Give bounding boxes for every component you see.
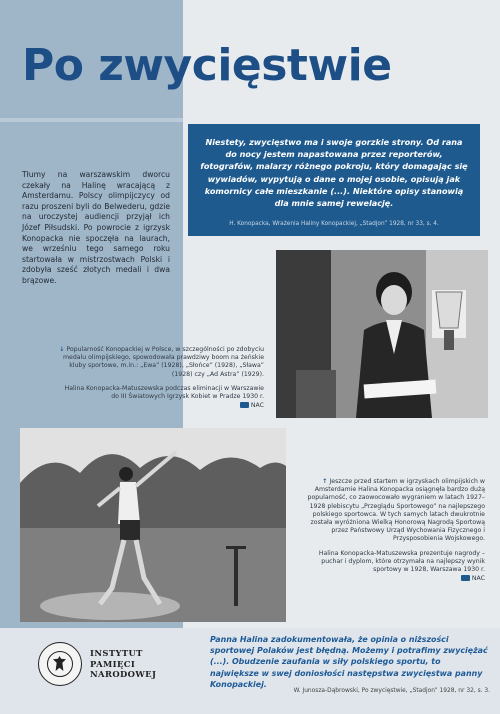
ipn-logo-text [90, 648, 156, 680]
ipn-logo [38, 642, 82, 686]
photo2-illustration [20, 428, 286, 622]
left-band-stripe [0, 118, 183, 122]
caption2-credit: NAC [471, 575, 485, 583]
caption-photo1 [58, 346, 264, 416]
page-title: Po zwycięstwie [22, 40, 392, 91]
photo1-illustration [276, 250, 488, 418]
camera-icon [240, 402, 249, 408]
top-quote-text: Niestety, zwycięstwo ma i swoje gorzkie strony. Od rana do nocy jestem napastowana przez reporterów, fotografów, malarzy różnego pokroju, który domagając się wywiadów, wypytują o dane o mojej osobie, opisują jak komornicy całe mieszkanie (...). Niektóre opisy stanowią dla mnie samej rewelację. [200, 137, 468, 209]
top-quote-box [188, 124, 480, 236]
caption2-text1: Jeszcze przed startem w igrzyskach olimpijskich w Amsterdamie Halina Konopacka osiągnęła bardzo dużą popularność, co zaowocowało wygraniem w latach 1927–1928 plebiscytu „Przeglądu Sportowego” na najlepszego polskiego sportowca. W tych samych latach dwukrotnie została wyróżniona Wielką Honorową Nagrodą Sportową przez Państwowy Urząd Wychowania Fizycznego i Przysposobienia Wojskowego. [307, 478, 485, 543]
top-quote-source: H. Konopacka, Wrażenia Haliny Konopackiej, „Stadjon” 1928, nr 33, s. 4. [229, 221, 439, 228]
caption2-text2: Halina Konopacka-Matuszewska prezentuje nagrody – puchar i dyplom, które otrzymała na najlepszy wynik sportowy w 1928, Warszawa 1930 r. [318, 549, 485, 574]
arrow-up-icon: ↑ [322, 478, 328, 485]
logo-line2: PAMIĘCI [90, 658, 136, 669]
caption1-credit: NAC [250, 402, 264, 410]
camera-icon [461, 575, 470, 581]
logo-line1: INSTYTUT [90, 648, 143, 658]
arrow-down-icon: ↓ [59, 346, 65, 353]
intro-paragraph: Tłumy na warszawskim dworcu czekały na Halinę wracającą z Amsterdamu. Polscy olimpijczycy od razu proszeni byli do Belwederu, gdzie na uroczystej audiencji przyjął ich Józef Piłsudski. Po powrocie z igrzysk Konopacka nie spoczęła na laurach, we wrześniu tego samego roku startowała w mistrzostwach Polski i zdobyła sześć złotych medali i dwa brązowe. [22, 170, 170, 285]
photo-konopacka-throwing [20, 428, 286, 622]
caption1-text2: Halina Konopacka-Matuszewska podczas eliminacji w Warszawie do III Światowych Igrzysk Kobiet w Pradze 1930 r. [64, 384, 264, 401]
caption1-text1: Popularność Konopackiej w Polsce, w szczególności po zdobyciu medalu olimpijskiego, spowodowała prawdziwy boom na żeńskie kluby sportowe, m.in.: „Ewa” (1928), „Słońce” (1928), „Sława” (1928) czy „Ad Astra” (1929). [62, 346, 264, 378]
photo-konopacka-with-trophies [276, 250, 488, 418]
bottom-quote-source: W. Junosza-Dąbrowski, Po zwycięstwie, „Stadjon” 1928, nr 32, s. 3. [293, 688, 490, 694]
bottom-quote-text: Panna Halina zadokumentowała, że opinia o niższości sportowej Polaków jest błędną. Możemy i potrafimy zwyciężać (...). Obudzenie zaufania w siły polskiego sportu, to największe w swej doniosłości następstwa zwycięstwa panny Konopackiej. [210, 635, 488, 689]
caption-photo2 [300, 478, 485, 589]
logo-line3: NARODOWEJ [90, 669, 157, 679]
